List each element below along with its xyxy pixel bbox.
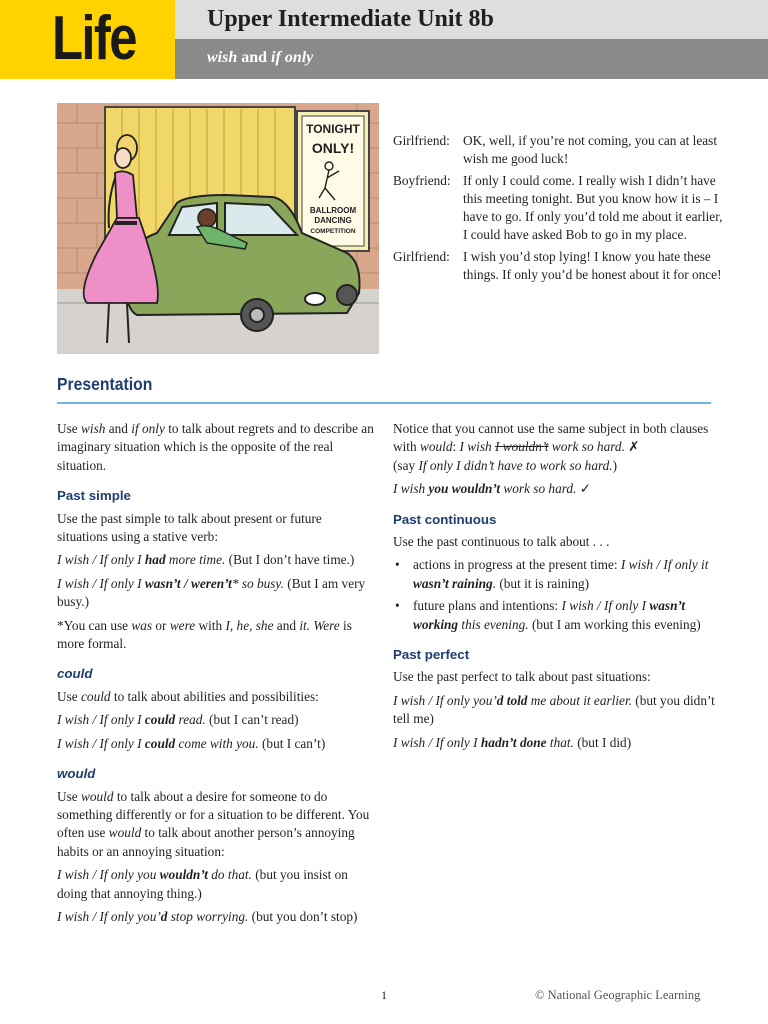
left-column [57,420,375,931]
speaker: Boyfriend: [393,172,451,188]
logo-text: Life [52,4,136,73]
header-subtitle-bar [175,39,768,79]
section-divider [57,402,711,404]
speaker: Girlfriend: [393,248,450,264]
list-item: • future plans and intentions: I wish / If only I wasn’t working this evening. (but I am working this evening) [393,597,715,634]
header-title-bar [175,0,768,39]
intro-paragraph: Use wish and if only to talk about regrets and to describe an imaginary situation which is the opposite of the real situation. [57,421,374,473]
example: I wish / If only I could come with you. (but I can’t) [57,735,326,751]
dialogue-line [393,172,723,245]
example: I wish you wouldn’t work so hard. ✓ [393,481,591,497]
could-desc: Use could to talk about abilities and possibilities: [57,688,319,704]
heading-would: would [57,766,96,782]
heading-past-continuous: Past continuous [393,511,497,527]
poster-text-5: COMPETITION [310,228,356,235]
cross-icon: ✗ [624,439,640,455]
example: I wish / If only you wouldn’t do that. (but you insist on doing that annoying thing.) [57,867,348,901]
logo [0,0,175,79]
example: I wish / If only you’d told me about it earlier. (but you didn’t tell me) [393,692,715,727]
poster-text-2: ONLY! [311,140,355,156]
page-subtitle: wish and if only [207,49,314,66]
speaker: Girlfriend: [393,133,450,148]
dialogue-line [393,132,723,169]
example: I wish / If only I had more time. (But I don’t have time.) [57,552,355,568]
past-simple-desc: Use the past simple to talk about present or future situations using a stative verb: [57,510,322,545]
list-item: • actions in progress at the present time: I wish / If only it wasn’t raining. (but it is raining) [393,556,715,593]
dialogue [393,132,723,287]
past-continuous-desc: Use the past continuous to talk about . . . [393,534,610,550]
example: I wish / If only you’d stop worrying. (but you don’t stop) [57,908,358,924]
copyright: © National Geographic Learning [535,988,701,1002]
section-title: Presentation [57,374,153,394]
page-title: Upper Intermediate Unit 8b [207,6,494,32]
heading-past-simple: Past simple [57,488,131,504]
page-number: 1 [381,988,387,1002]
poster-text-1: TONIGHT [306,122,360,136]
example: I wish / If only I hadn’t done that. (but I did) [393,734,632,750]
poster-text-4: DANCING [314,216,352,225]
example: I wish / If only I wasn’t / weren’t* so busy. (But I am very busy.) [57,575,366,610]
example: I wish / If only I could read. (but I can’t read) [57,712,299,728]
line-text: If only I could come. I really wish I didn’t have this meeting tonight. But you know how it is – I have to go. If only you’d told me about it earlier, I could have asked Bob to go in my place. [463,172,723,243]
past-perfect-desc: Use the past perfect to talk about past situations: [393,669,651,685]
line-text: I wish you’d stop lying! I know you hate these things. If only you’d be honest about it for once! [463,248,722,283]
right-column [393,420,715,757]
cartoon-illustration [57,103,379,354]
dialogue-line [393,248,723,285]
heading-past-perfect: Past perfect [393,647,470,663]
footnote: *You can use was or were with I, he, she and it. Were is more formal. [57,617,352,652]
heading-could: could [57,666,93,682]
poster-text-3: BALLROOM [309,206,357,215]
bullet-list [393,556,715,634]
line-text: OK, well, if you’re not coming, you can at least wish me good luck! [463,133,718,167]
check-icon: ✓ [576,481,591,497]
would-desc: Use would to talk about a desire for someone to do something differently or for a situation to be different. You often use would to talk about another person’s annoying habits or an annoying situation: [57,788,370,859]
notice-paragraph: Notice that you cannot use the same subject in both clauses with would: I wish I wouldn’t work so hard. ✗ (say If only I didn’t have to work so hard.) [393,421,709,473]
